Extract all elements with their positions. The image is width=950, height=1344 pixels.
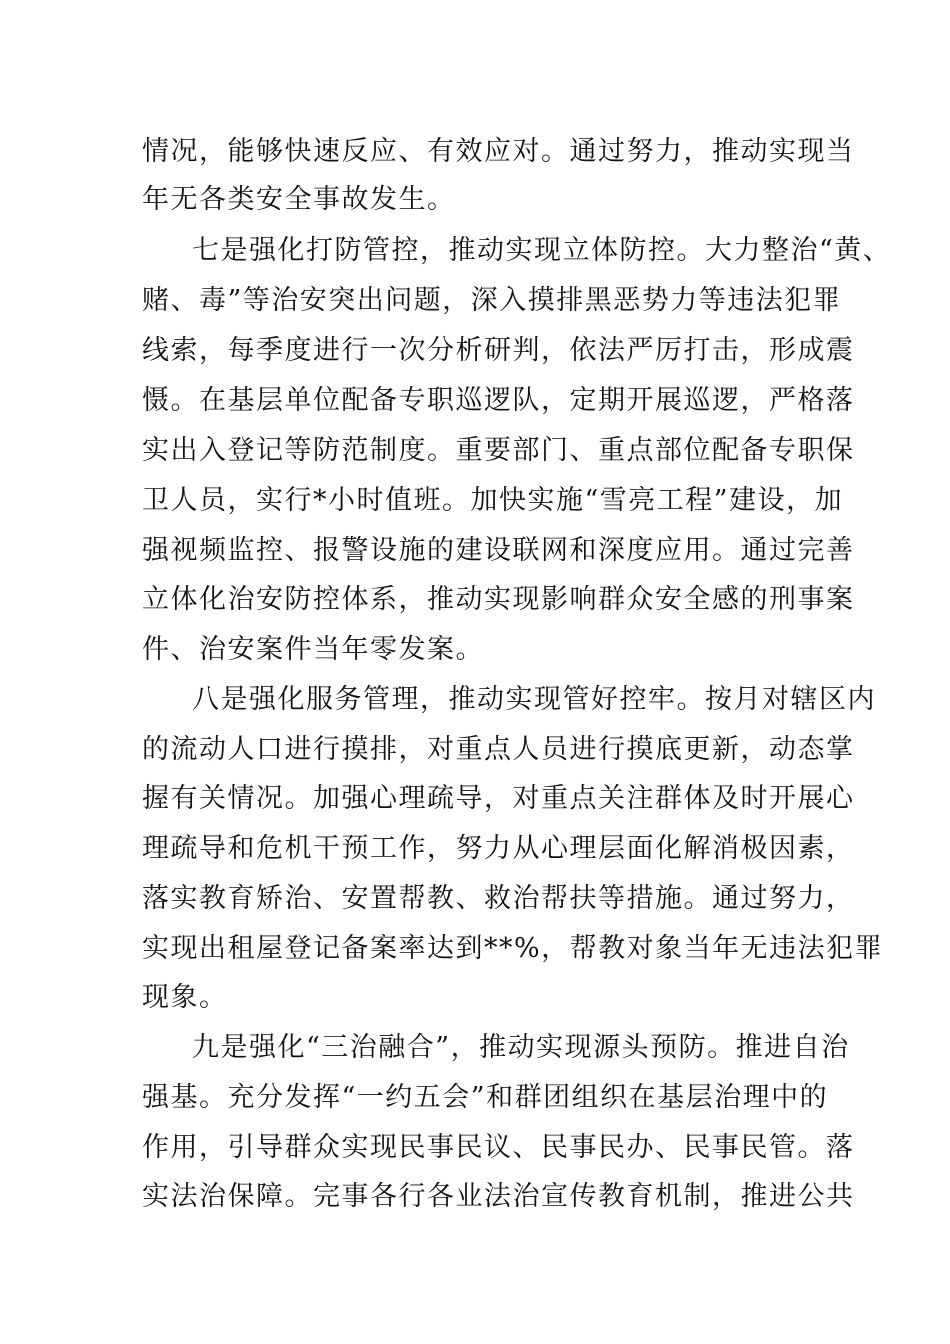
text-line: 件、治安案件当年零发案。: [142, 634, 484, 665]
text-line: 强视频监控、报警设施的建设联网和深度应用。通过完善: [142, 535, 855, 566]
text-line: 实现出租屋登记备案率达到**%，帮教对象当年无违法犯罪: [142, 933, 884, 964]
paragraph-start-line: 七是强化打防管控，推动实现立体防控。大力整治“黄、: [192, 235, 892, 266]
text-line: 卫人员，实行*小时值班。加快实施“雪亮工程”建设，加: [142, 485, 844, 516]
text-line: 作用，引导群众实现民事民议、民事民办、民事民管。落: [142, 1132, 855, 1163]
text-line: 握有关情况。加强心理疏导，对重点关注群体及时开展心: [142, 783, 855, 814]
text-line: 赌、毒”等治安突出问题，深入摸排黑恶势力等违法犯罪: [142, 285, 842, 316]
text-line: 慑。在基层单位配备专职巡逻队，定期开展巡逻，严格落: [142, 385, 855, 416]
text-line: 落实教育矫治、安置帮教、救治帮扶等措施。通过努力，: [142, 883, 855, 914]
text-line: 实法治保障。完事各行各业法治宣传教育机制，推进公共: [142, 1181, 855, 1212]
text-line: 理疏导和危机干预工作，努力从心理层面化解消极因素，: [142, 833, 855, 864]
paragraph-start-line: 八是强化服务管理，推动实现管好控牢。按月对辖区内: [192, 684, 876, 715]
text-line: 的流动人口进行摸排，对重点人员进行摸底更新，动态掌: [142, 734, 855, 765]
text-line: 实出入登记等防范制度。重要部门、重点部位配备专职保: [142, 435, 855, 466]
text-line: 立体化治安防控体系，推动实现影响群众安全感的刑事案: [142, 584, 855, 615]
text-line: 强基。充分发挥“一约五会”和群团组织在基层治理中的: [142, 1082, 829, 1113]
paragraph-start-line: 九是强化“三治融合”，推动实现源头预防。推进自治: [192, 1032, 850, 1063]
text-line: 年无各类安全事故发生。: [142, 184, 456, 215]
text-line: 现象。: [142, 982, 228, 1013]
text-line: 线索，每季度进行一次分析研判，依法严厉打击，形成震: [142, 335, 855, 366]
text-line: 情况，能够快速反应、有效应对。通过努力，推动实现当: [142, 136, 855, 167]
